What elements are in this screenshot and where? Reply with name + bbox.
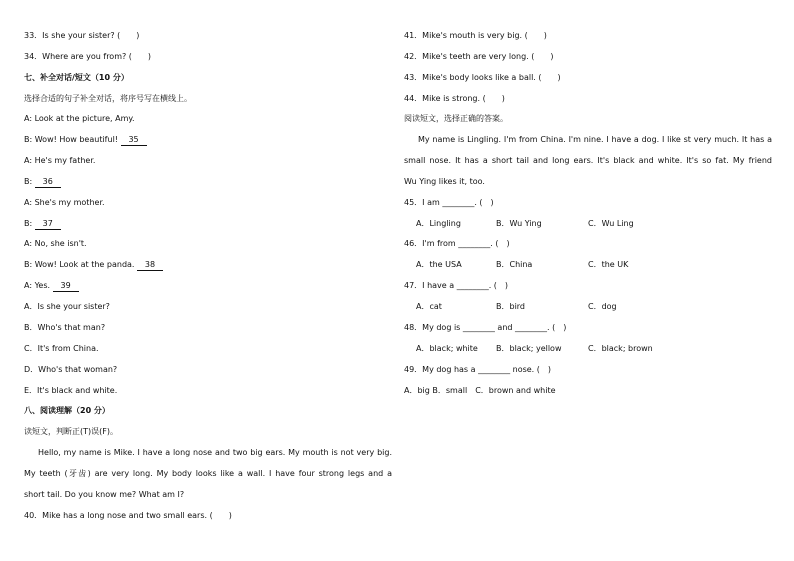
section-7-instructions: 选择合适的句子补全对话，将序号写在横线上。	[24, 94, 192, 103]
q48-option-a: A．black; white	[416, 344, 478, 353]
question-40: 40．Mike has a long nose and two small ears. ( )	[24, 511, 232, 520]
q45-option-c: C．Wu Ling	[588, 219, 634, 228]
q45-option-a: A．Lingling	[416, 219, 461, 228]
blank-37[interactable]: 37	[35, 219, 61, 230]
passage-line-3: Wu Ying likes it, too.	[404, 177, 485, 186]
passage-line-1: My name is Lingling. I'm from China. I'm nine. I have a dog. I like st very much. It has a	[418, 135, 772, 144]
question-43: 43．Mike's body looks like a ball. ( )	[404, 73, 561, 82]
section-7-title: 七、补全对话/短文（10 分）	[24, 73, 129, 82]
q46-option-b: B．China	[496, 260, 533, 269]
dialogue-line-2	[24, 134, 147, 146]
q47-option-c: C．dog	[588, 302, 617, 311]
question-44: 44．Mike is strong. ( )	[404, 94, 505, 103]
option-b: B．Who's that man?	[24, 323, 106, 332]
dialogue-line-8	[24, 259, 163, 271]
q48-option-c: C．black; brown	[588, 344, 653, 353]
option-e: E．It's black and white.	[24, 386, 118, 395]
dialogue-text: B: Wow! Look at the panda.	[24, 260, 135, 269]
question-34: 34．Where are you from? ( )	[24, 52, 152, 61]
passage-line-2: small nose. It has a short tail and long ears. It's black and white. It's so fat. My friend	[404, 156, 772, 165]
dialogue-text: B:	[24, 219, 33, 228]
blank-35[interactable]: 35	[121, 135, 147, 146]
dialogue-text: B:	[24, 177, 33, 186]
question-33: 33．Is she your sister? ( )	[24, 31, 140, 40]
question-41: 41．Mike's mouth is very big. ( )	[404, 31, 547, 40]
q47-option-a: A．cat	[416, 302, 442, 311]
dialogue-line-9	[24, 280, 79, 292]
reading-instructions: 阅读短文，选择正确的答案。	[404, 114, 508, 123]
question-48: 48．My dog is ________ and ________. ( )	[404, 323, 567, 332]
option-c: C．It's from China.	[24, 344, 99, 353]
option-a: A．Is she your sister?	[24, 302, 110, 311]
q49-options: A．big B．small C．brown and white	[404, 386, 556, 395]
q48-option-b: B．black; yellow	[496, 344, 562, 353]
question-42: 42．Mike's teeth are very long. ( )	[404, 52, 554, 61]
question-45: 45．I am ________. ( )	[404, 198, 494, 207]
section-8-title: 八、阅读理解（20 分）	[24, 406, 110, 415]
option-d: D．Who's that woman?	[24, 365, 118, 374]
question-46: 46．I'm from ________. ( )	[404, 239, 510, 248]
blank-39[interactable]: 39	[53, 281, 79, 292]
dialogue-text: A: Yes.	[24, 281, 51, 290]
section-8-instructions: 读短文，判断正(T)误(F)。	[24, 427, 118, 436]
passage-line-2: My teeth (牙齿) are very long. My body looks like a wall. I have four strong legs and a	[24, 469, 392, 478]
q46-option-a: A．the USA	[416, 260, 462, 269]
blank-36[interactable]: 36	[35, 177, 61, 188]
dialogue-line-7: A: No, she isn't.	[24, 239, 87, 248]
dialogue-line-5: A: She's my mother.	[24, 198, 105, 207]
passage-line-3: short tail. Do you know me? What am I?	[24, 490, 185, 499]
question-49: 49．My dog has a ________ nose. ( )	[404, 365, 552, 374]
blank-38[interactable]: 38	[137, 260, 163, 271]
q45-option-b: B．Wu Ying	[496, 219, 542, 228]
dialogue-line-1: A: Look at the picture, Amy.	[24, 114, 135, 123]
dialogue-line-4	[24, 176, 61, 188]
passage-line-1: Hello, my name is Mike. I have a long nose and two big ears. My mouth is not very big.	[38, 448, 392, 457]
dialogue-line-6	[24, 218, 61, 230]
dialogue-text: B: Wow! How beautiful!	[24, 135, 118, 144]
q46-option-c: C．the UK	[588, 260, 629, 269]
question-47: 47．I have a ________. ( )	[404, 281, 509, 290]
q47-option-b: B．bird	[496, 302, 526, 311]
dialogue-line-3: A: He's my father.	[24, 156, 96, 165]
